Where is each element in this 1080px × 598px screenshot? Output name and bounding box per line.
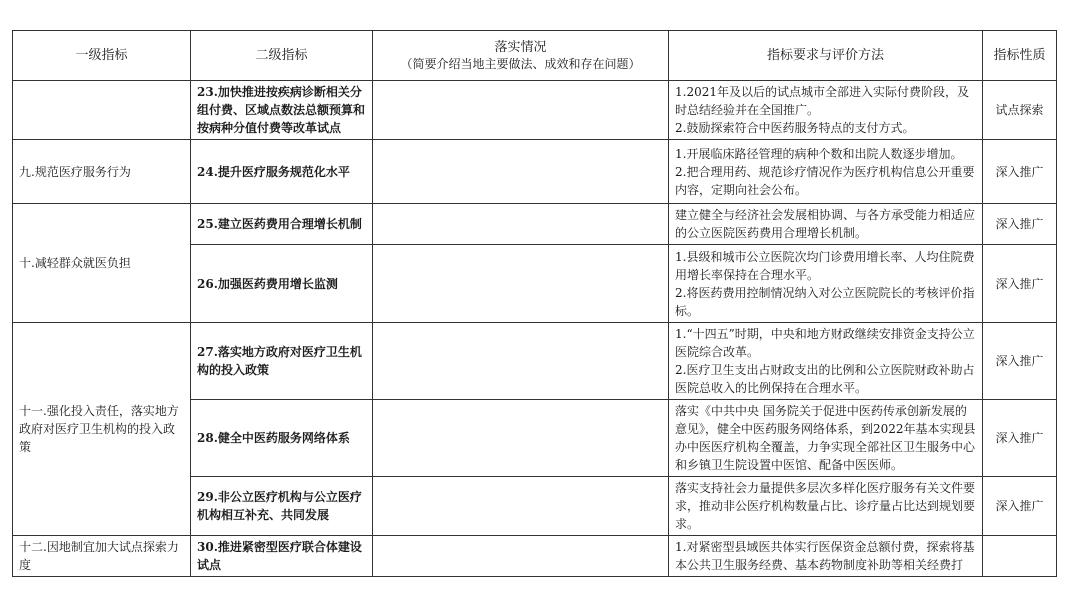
status-cell[interactable] [373,81,669,140]
requirement-line: 1.对紧密型县域医共体实行医保资金总额付费，探索将基本公共卫生服务经费、基本药物制度补助等相关经费打 [675,540,975,572]
level2-cell: 23.加快推进按疾病诊断相关分组付费、区域点数法总额预算和按病种分值付费等改革试点 [191,81,373,140]
header-status-title: 落实情况 [494,39,547,55]
status-cell[interactable] [373,323,669,400]
requirement-line: 2.医疗卫生支出占财政支出的比例和公立医院财政补助占医院总收入的比例保持在合理水平。 [675,363,975,395]
status-cell[interactable] [373,400,669,477]
nature-cell: 深入推广 [983,323,1057,400]
level2-cell: 27.落实地方政府对医疗卫生机构的投入政策 [191,323,373,400]
requirement-line: 1.“十四五”时期，中央和地方财政继续安排资金支持公立医院综合改革。 [675,327,975,359]
requirement-cell [669,81,983,140]
requirement-cell [669,400,983,477]
level1-cell: 九.规范医疗服务行为 [13,140,191,204]
requirement-line: 建立健全与经济社会发展相协调、与各方承受能力相适应的公立医院医药费用合理增长机制。 [675,208,976,240]
table-header-row [13,31,1057,81]
status-cell[interactable] [373,245,669,323]
requirement-cell [669,536,983,577]
nature-cell: 深入推广 [983,477,1057,536]
requirement-line: 2.将医药费用控制情况纳入对公立医院院长的考核评价指标。 [675,285,975,318]
table-row [13,81,1057,140]
status-cell[interactable] [373,536,669,577]
table-row [13,323,1057,400]
requirement-line: 1.2021年及以后的试点城市全部进入实际付费阶段，及时总结经验并在全国推广。 [675,85,969,117]
requirement-line: 落实《中共中央 国务院关于促进中医药传承创新发展的意见》，健全中医药服务网络体系，到2022年基本实现县办中医医疗机构全覆盖，力争实现全部社区卫生服务中心和乡镇卫生院设置中医馆、配备中医医师。 [675,404,976,472]
level2-cell: 28.健全中医药服务网络体系 [191,400,373,477]
requirement-line: 1.县级和城市公立医院次均门诊费用增长率、人均住院费用增长率保持在合理水平。 [675,249,975,282]
header-nature: 指标性质 [983,31,1057,81]
status-cell[interactable] [373,204,669,245]
nature-cell: 深入推广 [983,204,1057,245]
requirement-cell [669,245,983,323]
status-cell[interactable] [373,140,669,204]
level2-cell: 26.加强医药费用增长监测 [191,245,373,323]
requirement-cell [669,140,983,204]
requirement-line: 2.把合理用药、规范诊疗情况作为医疗机构信息公开重要内容，定期向社会公布。 [675,164,975,197]
requirement-cell [669,204,983,245]
table-row [13,536,1057,577]
level1-cell: 十.减轻群众就医负担 [13,204,191,323]
requirement-cell [669,323,983,400]
header-level1: 一级指标 [13,31,191,81]
requirement-cell [669,477,983,536]
status-cell[interactable] [373,477,669,536]
nature-cell: 试点探索 [983,81,1057,140]
requirement-line: 2.鼓励探索符合中医药服务特点的支付方式。 [675,121,915,135]
requirement-line: 1.开展临床路径管理的病种个数和出院人数逐步增加。 [675,146,963,161]
nature-cell [983,536,1057,577]
indicator-table [12,30,1057,577]
table-row [13,140,1057,204]
header-status [373,31,669,81]
requirement-line: 落实支持社会力量提供多层次多样化医疗服务有关文件要求，推动非公医疗机构数量占比、诊疗量占比达到规划要求。 [675,481,976,531]
header-status-subtitle: （简要介绍当地主要做法、成效和存在问题） [400,56,641,71]
header-level2: 二级指标 [191,31,373,81]
level2-cell: 25.建立医药费用合理增长机制 [191,204,373,245]
level2-cell: 24.提升医疗服务规范化水平 [191,140,373,204]
level2-cell: 29.非公立医疗机构与公立医疗机构相互补充、共同发展 [191,477,373,536]
header-requirement: 指标要求与评价方法 [669,31,983,81]
level1-cell: 十一.强化投入责任，落实地方政府对医疗卫生机构的投入政策 [13,323,191,536]
nature-cell: 深入推广 [983,140,1057,204]
level2-cell: 30.推进紧密型医疗联合体建设试点 [191,536,373,577]
nature-cell: 深入推广 [983,245,1057,323]
level1-cell-empty [13,81,191,140]
table-row [13,204,1057,245]
level1-cell: 十二.因地制宜加大试点探索力度 [13,536,191,577]
nature-cell: 深入推广 [983,400,1057,477]
